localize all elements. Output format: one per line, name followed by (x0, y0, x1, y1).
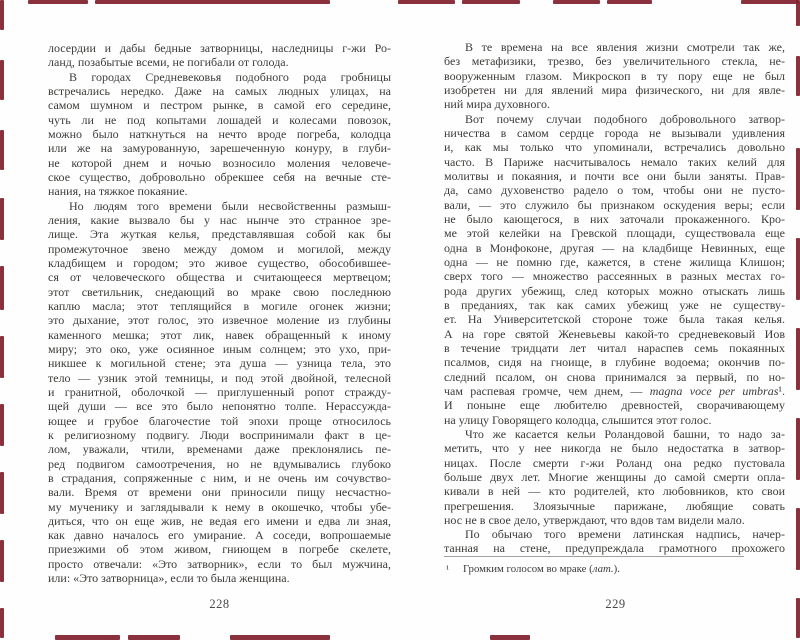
page-right-text (444, 40, 785, 556)
scan-mark (95, 0, 330, 4)
scan-mark (0, 540, 4, 582)
scan-mark (796, 598, 800, 638)
scan-mark (796, 508, 800, 570)
page-number-right: 229 (605, 597, 626, 611)
text-line: часто. В Париже насчитывалось немало таких келий для (444, 154, 785, 169)
text-line: И поныне еще любителю древностей, сворачивающему (444, 398, 785, 413)
text-line: больше двух лет. Многие женщины до самой смерти опла- (444, 469, 785, 484)
text-line: чуть ли не под копытами лошадей и колесами повозок, (48, 112, 391, 127)
scan-mark (230, 635, 330, 640)
text-line: этот светильник, снедающий во мраке свою последнюю (48, 284, 391, 299)
scan-mark (553, 0, 600, 4)
text-line: ланд, позабытые всеми, не погибали от голода. (48, 55, 289, 70)
page-left-text (48, 41, 391, 585)
scan-mark (796, 56, 800, 96)
text-line: изобретен ни для явлений мира физического, ни для явле- (444, 82, 785, 97)
text-line: лище. Эта жуткая келья, представлявшая собой как бы (48, 227, 391, 242)
scan-mark (0, 198, 4, 240)
text-line: каменного мешка; этот лик, навек обращенный к иному (48, 327, 391, 342)
text-line: самом шумном и пестром рынке, в самой его середине, (48, 98, 391, 113)
footnote (446, 563, 785, 576)
text-line: ления, какие вызвало бы у нас нынче это странное зре- (48, 212, 391, 227)
scan-mark (398, 0, 455, 4)
scan-mark (796, 0, 800, 26)
footnote-text: Громким голосом во мраке (лат.). (463, 563, 620, 575)
scan-mark (490, 635, 530, 640)
text-line: кивали в ней — кто родителей, кто любовников, кто свои (444, 484, 785, 499)
footnote-marker: ¹ (446, 564, 449, 575)
text-line: ме этой келейки на Гревской площади, существовала еще (444, 226, 785, 241)
scan-mark (0, 336, 4, 378)
text-line: тело — узник этой темницы, и под этой двойной, телесной (48, 370, 391, 385)
text-line: ред подвигом самоотречения, но не вдумывались глубоко (48, 456, 391, 471)
text-line: и, как мы только что упоминали, встречались довольно (444, 140, 785, 155)
text-line: в страдания, сопряженные с ним, и не очень им сочувство- (48, 470, 391, 485)
text-line: сверх того — множество рассеянных в разных местах го- (444, 269, 785, 284)
text-line: да, само духовенство радело о том, чтобы они не пусто- (444, 183, 785, 198)
scan-mark (55, 635, 120, 640)
scan-mark (796, 148, 800, 210)
text-line: диться, что он еще жив, не ведая его имени и едва ли зная, (48, 513, 391, 528)
page-number-left: 228 (209, 597, 230, 611)
scan-mark (741, 0, 799, 4)
scan-mark (0, 60, 4, 100)
text-line: в преданиях, так как самих убежищ уже не существу- (444, 297, 785, 312)
text-line: псалмов, сидя на гноище, в глубине водоема; окончив по- (444, 355, 785, 370)
text-line: без метафизики, трезво, без увеличительного стекла, не- (444, 54, 785, 69)
text-line: чам распевая громче, чем днем, — magna voce per umbras¹. (444, 383, 785, 398)
text-line: или: «Это затворница», если то была женщина. (48, 571, 290, 586)
text-line: прегрешения. Злоязычные парижане, любящие совать (444, 498, 785, 513)
text-line: щей души — все это было непонятно толпе. Нерассужда- (48, 399, 391, 414)
text-line: Вот почему случаи подобного добровольного затвор- (465, 111, 785, 126)
text-line: как давно началось его умирание. А соседи, вопрошаемые (48, 528, 391, 543)
text-line: ничества в самом сердце города не вызывали удивления (444, 125, 785, 140)
text-line: кладбищем и городом; это живое существо, обособившее- (48, 255, 391, 270)
scan-mark (462, 0, 520, 4)
text-line: каплю масла; этот теплящийся в могиле огонек жизни; (48, 298, 391, 313)
scan-mark (28, 0, 88, 4)
scan-mark (796, 238, 800, 300)
text-line: на улицу Говорящего колодца, слышится этот голос. (444, 412, 712, 427)
text-line: одна в Монфоконе, другая — на кладбище Невинных, еще (444, 240, 785, 255)
text-line: В городах Средневековья подобного рода гробницы (69, 69, 391, 84)
text-line: молитвы и покаяния, и почти все они были заняты. Прав- (444, 168, 785, 183)
text-line: не было кающегося, в них заточали прокаженного. Кро- (444, 211, 785, 226)
text-line: ющее и грубое благочестие той эпохи проще относилось (48, 413, 391, 428)
text-line: метить, что у нее никогда не было недостатка в затвор- (444, 441, 785, 456)
text-line: никшее к могильной стене; эта душа — узница тела, это (48, 356, 391, 371)
text-line: нания, на тяжкое покаяние. (48, 184, 188, 199)
scan-mark (0, 404, 4, 446)
text-line: миру; это око, уже осиянное иным солнцем; это ухо, при- (48, 341, 391, 356)
scan-mark (0, 130, 4, 170)
scan-mark (607, 0, 652, 4)
text-line: рода других убежищ, след которых можно отыскать лишь (444, 283, 785, 298)
text-line: танная на стене, предупреждала грамотного прохожего (444, 541, 785, 556)
text-line: и гранитной, оболочкой — приглушенный ропот стражду- (48, 384, 391, 399)
text-line: В те времена на все явления жизни смотрели так же, (465, 40, 785, 54)
text-line: к религиозному подвигу. Люди воспринимали факт в це- (48, 427, 391, 442)
text-line: А на горе святой Женевьевы какой-то средневековый Иов (444, 326, 785, 341)
text-line: встречались нередко. Даже на самых людных улицах, на (48, 83, 391, 98)
text-line: ское существо, добровольно обрекшее себя на вечные сте- (48, 169, 391, 184)
text-line: промежуточное звено между домом и могилой, между (48, 241, 391, 256)
text-line: не которой днем и ночью возносило моления человече- (48, 155, 391, 170)
text-line: Что же касается кельи Роландовой башни, то надо за- (465, 426, 785, 441)
scan-mark (0, 266, 4, 310)
text-line: По обычаю того времени латинская надпись, начер- (465, 527, 785, 542)
scan-mark (796, 418, 800, 480)
text-line: вали. Время от времени они приносили пищу несчастно- (48, 485, 391, 500)
text-line: ний мира духовного. (444, 97, 550, 112)
footnote-divider (444, 556, 744, 557)
text-line: это дыхание, этот голос, это извечное моление из глубины (48, 313, 391, 328)
text-line: в течение тридцати лет читал нараспев семь покаянных (444, 340, 785, 355)
text-line: вооруженным глазом. Микроскоп в ту пору еще не был (444, 68, 785, 83)
scan-mark (0, 0, 4, 30)
text-line: ницах. После смерти г-жи Роланд она редко пустовала (444, 455, 785, 470)
text-line: одна — не помню где, кажется, в стене жилища Клишон; (444, 254, 785, 269)
text-line: просто отвечали: «Это затворник», если то был мужчина, (48, 556, 391, 571)
text-line: можно было наткнуться на нечто вроде погреба, колодца (48, 126, 391, 141)
text-line: или же на замурованную, зарешеченную конуру, в глуби- (48, 141, 391, 156)
text-line: ся от человеческого общества и считающееся мертвецом; (48, 270, 391, 285)
text-line: приезжими об этом живом, гниющем в погребе скелете, (48, 542, 391, 557)
scan-mark (128, 635, 180, 640)
scan-mark (0, 608, 4, 638)
text-line: следний псалом, он снова принимался за первый, по но- (444, 369, 785, 384)
text-line: нос не в свое дело, утверждают, что вдов там видели мало. (444, 512, 745, 527)
scan-mark (0, 472, 4, 514)
text-line: лом, уважали, чтили, временами даже преклонялись пе- (48, 442, 391, 457)
text-line: вали, — это служило бы признаком оскудения веры; если (444, 197, 785, 212)
scan-mark (796, 328, 800, 390)
text-line: му мученику и заглядывали к нему в окошечко, чтобы убе- (48, 499, 391, 514)
text-line: лосердии и дабы бедные затворницы, наследницы г-жи Ро- (48, 41, 391, 55)
text-line: ет. На Университетской стороне тоже была такая келья. (444, 312, 785, 327)
text-line: Но людям того времени были несвойственны размыш- (69, 198, 391, 213)
